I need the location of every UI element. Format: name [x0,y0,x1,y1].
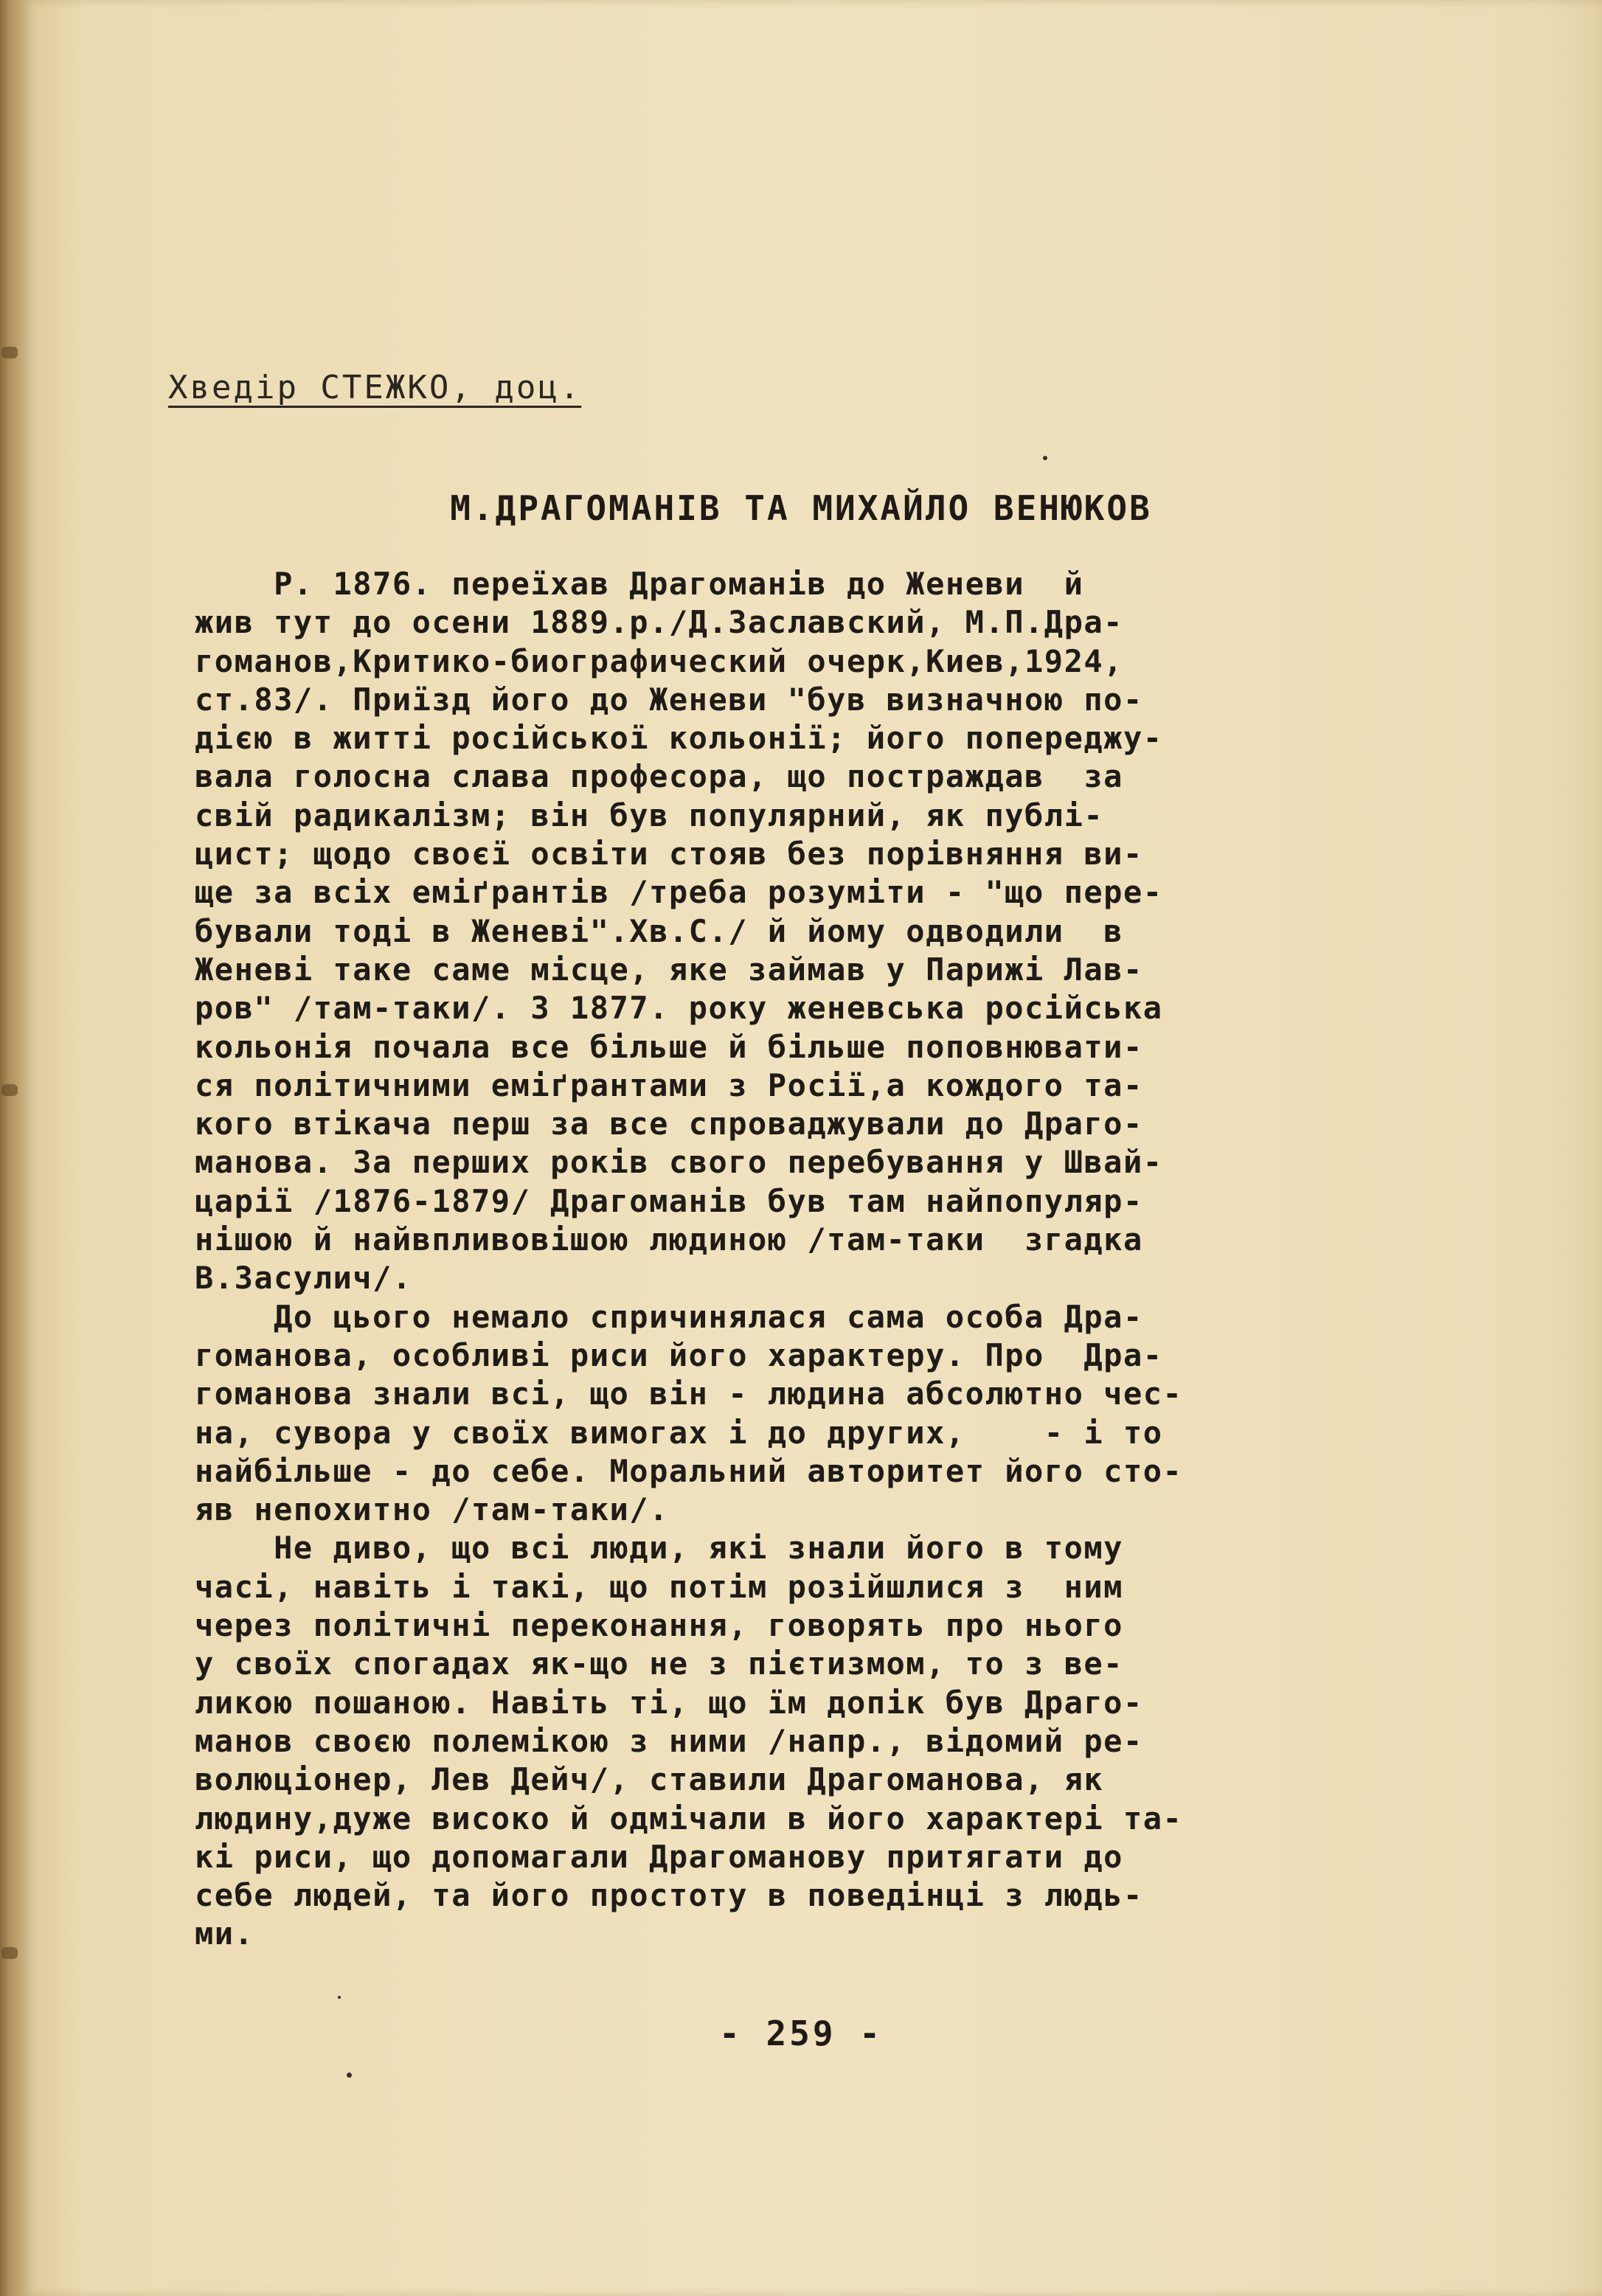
text-line: себе людей, та його простоту в поведінці з людь- [195,1877,1143,1914]
text-line: Р. 1876. переїхав Драгоманів до Женеви й [195,566,1084,602]
text-line: ликою пошаною. Навіть ті, що їм допік був Драго- [195,1684,1143,1721]
text-line: волюціонер, Лев Дейч/, ставили Драгоманова, як [195,1761,1104,1798]
text-line: ров" /там-таки/. З 1877. року женевська російська [195,990,1163,1027]
paragraph [195,565,1404,1298]
text-line: Женеві таке саме місце, яке займав у Парижі Лав- [195,951,1143,988]
text-line: кольонія почала все більше й більше поповнювати- [195,1028,1143,1065]
text-line: людину,дуже високо й одмічали в його характері та- [195,1800,1183,1837]
text-line: Не диво, що всі люди, які знали його в тому [195,1530,1123,1567]
paragraph [195,1529,1404,1953]
text-line: манова. За перших років свого перебування у Швай- [195,1144,1163,1181]
ink-speck [347,2073,352,2078]
text-line: До цього немало спричинялася сама особа Дра- [195,1298,1143,1335]
author-line: Хведір СТЕЖКО, доц. [168,369,582,406]
text-line: манов своєю полемікою з ними /напр., відомий ре- [195,1722,1143,1759]
binding-hole [1,347,18,358]
text-line: дією в житті російської кольонії; його попереджу- [195,720,1163,757]
ink-speck [338,1996,341,1999]
text-line: у своїх спогадах як-що не з пієтизмом, то з ве- [195,1645,1123,1682]
text-line: гоманова знали всі, що він - людина абсолютно чес- [195,1376,1183,1412]
text-line: ми. [195,1915,254,1952]
text-line: гоманова, особливі риси його характеру. Про Дра- [195,1336,1163,1373]
text-line: найбільше - до себе. Моральний авторитет його сто- [195,1452,1183,1489]
text-line: часі, навіть і такі, що потім розійшлися з ним [195,1568,1123,1605]
text-line: нішою й найвпливовішою людиною /там-таки згадка [195,1221,1143,1258]
text-line: свій радикалізм; він був популярний, як публі- [195,797,1104,833]
binding-hole [1,1084,18,1096]
text-line: кі риси, що допомагали Драгоманову притягати до [195,1838,1123,1875]
text-line: ся політичними еміґрантами з Росії,а кождого та- [195,1067,1143,1103]
page-number: - 259 - [719,2014,883,2053]
article-body [195,565,1404,1954]
text-line: яв непохитно /там-таки/. [195,1491,669,1528]
text-line: ст.83/. Приїзд його до Женеви "був визначною по- [195,681,1143,718]
ink-speck [1043,456,1047,460]
article-title: М.ДРАГОМАНІВ ТА МИХАЙЛО ВЕНЮКОВ [450,488,1152,528]
text-line: бували тоді в Женеві".Хв.С./ й йому одводили в [195,912,1123,949]
text-line: царії /1876-1879/ Драгоманів був там найпопуляр- [195,1182,1143,1219]
text-line: гоманов,Критико-биографический очерк,Киев,1924, [195,642,1123,679]
text-line: цист; щодо своєї освіти стояв без порівняння ви- [195,836,1143,873]
text-line: кого втікача перш за все спроваджували до Драго- [195,1106,1143,1142]
text-line: вала голосна слава професора, що постраждав за [195,758,1123,795]
binding-hole [1,1947,18,1959]
text-line: через політичні переконання, говорять про нього [195,1607,1123,1644]
text-line: на, сувора у своїх вимогах і до других, - і то [195,1414,1163,1451]
paragraph [195,1298,1404,1530]
text-line: жив тут до осени 1889.р./Д.Заславский, М.П.Дра- [195,604,1123,641]
text-line: В.Засулич/. [195,1260,412,1297]
text-line: ще за всіх еміґрантів /треба розуміти - "що пере- [195,874,1163,911]
